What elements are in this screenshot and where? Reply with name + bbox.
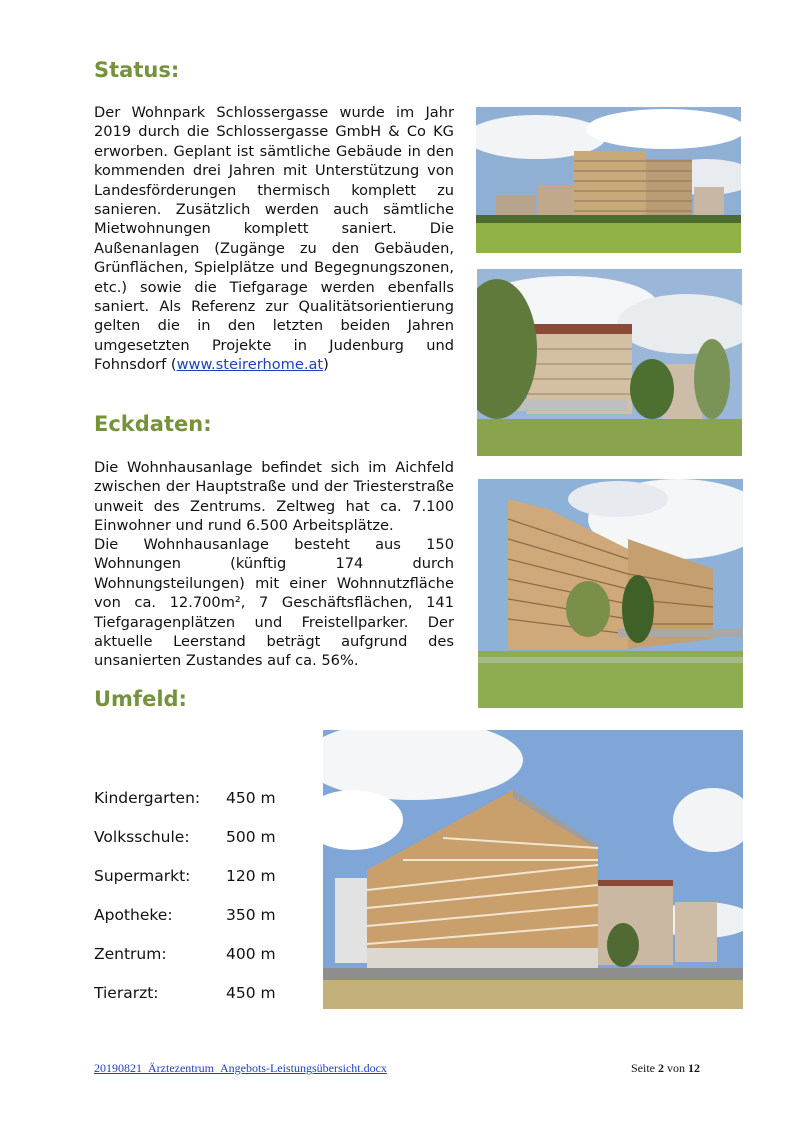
distance-value: 120 m — [226, 867, 276, 885]
status-heading: Status: — [94, 58, 180, 82]
distance-row-tierarzt — [94, 984, 276, 1002]
distance-label: Apotheke: — [94, 906, 173, 924]
distance-label: Supermarkt: — [94, 867, 191, 885]
distance-row-apotheke — [94, 906, 276, 924]
distance-value: 450 m — [226, 984, 276, 1002]
building-photo-4 — [323, 730, 743, 1009]
page-number: Seite 2 von 12 — [631, 1061, 700, 1075]
eckdaten-paragraph-2: Die Wohnhausanlage besteht aus 150 Wohnungen (künftig 174 durch Wohnungsteilungen) mit einer Wohnnutzfläche von ca. 12.700m², 7 Geschäftsflächen, 141 Tiefgaragenplätzen und Freistellparker. Der aktuelle Leerstand beträgt aufgrund des unsanierten Zustandes auf ca. 56%. — [94, 536, 454, 670]
distance-value: 450 m — [226, 789, 276, 807]
distance-row-supermarkt — [94, 867, 276, 885]
footer — [94, 1061, 700, 1076]
building-photo-1 — [476, 107, 741, 253]
eckdaten-heading: Eckdaten: — [94, 412, 212, 436]
distance-value: 400 m — [226, 945, 276, 963]
building-photo-3 — [478, 479, 743, 708]
eckdaten-paragraph-1: Die Wohnhausanlage befindet sich im Aichfeld zwischen der Hauptstraße und der Triesterstraße unweit des Zentrums. Zeltweg hat ca. 7.100 Einwohner und rund 6.500 Arbeitsplätze. — [94, 459, 454, 535]
distance-label: Tierarzt: — [94, 984, 159, 1002]
distance-label: Kindergarten: — [94, 789, 201, 807]
building-photo-2 — [477, 269, 742, 456]
status-text: Der Wohnpark Schlossergasse wurde im Jahr 2019 durch die Schlossergasse GmbH & Co KG erworben. Geplant ist sämtliche Gebäude in den kommenden drei Jahren mit Unterstützung von Landesförderungen thermisch komplett zu sanieren. Zusätzlich werden auch sämtliche Mietwohnungen komplett saniert. Die Außenanlagen (Zugänge zu den Gebäuden, Grünflächen, Spielplätze und Begegnungszonen, etc.) sowie die Tiefgarage werden ebenfalls saniert. Als Referenz zur Qualitätsorientierung gelten die in den letzten beiden Jahren umgesetzten Projekte in Judenburg und Fohnsdorf (www.steirerhome.at) — [94, 104, 454, 374]
distance-row-volksschule — [94, 828, 276, 846]
umfeld-heading: Umfeld: — [94, 687, 187, 711]
distance-row-kindergarten — [94, 789, 276, 807]
footer-filename: 20190821_Ärztezentrum_Angebots-Leistungsübersicht.docx — [94, 1061, 387, 1075]
distance-row-zentrum — [94, 945, 276, 963]
steirerhome-link[interactable]: www.steirerhome.at — [176, 356, 324, 374]
distance-value: 500 m — [226, 828, 276, 846]
distance-label: Volksschule: — [94, 828, 190, 846]
distance-value: 350 m — [226, 906, 276, 924]
distance-label: Zentrum: — [94, 945, 167, 963]
